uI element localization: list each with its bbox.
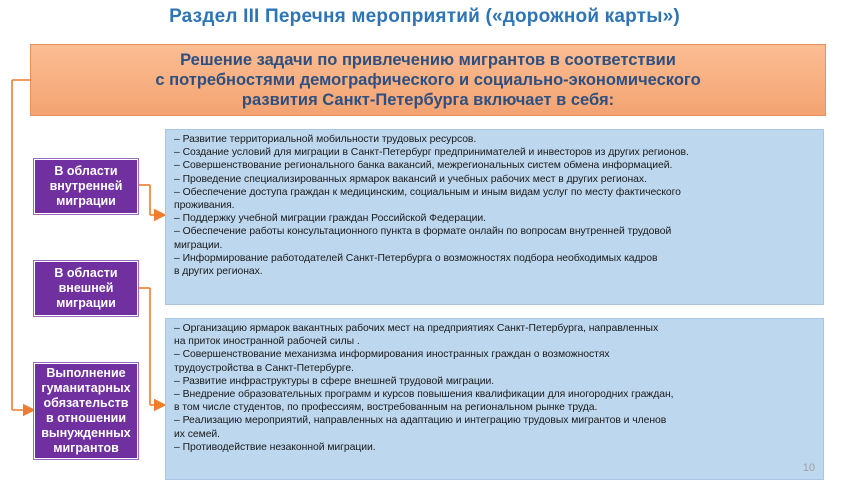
slide-title: Раздел III Перечня мероприятий («дорожной карты») <box>169 6 680 27</box>
external-item: – Реализацию мероприятий, направленных на адаптацию и интеграцию трудовых мигрантов и членов их семей. <box>174 415 667 440</box>
internal-item: – Обеспечение работы консультационного пункта в формате онлайн по вопросам внутренней трудовой миграции. <box>174 226 672 251</box>
category-humanitarian: Выполнение гуманитарных обязательств в отношении вынужденных мигрантов <box>34 363 138 459</box>
external-item: – Внедрение образовательных программ и курсов повышения квалификации для иногородних граждан, в том числе студентов, по профессиям, востребованным на региональном рынке труда. <box>174 389 674 414</box>
external-item: – Противодействие незаконной миграции. <box>174 441 376 453</box>
external-item: – Совершенствование механизма информирования иностранных граждан о возможностях трудоустройства в Санкт-Петербурге. <box>174 349 610 374</box>
internal-item: – Информирование работодателей Санкт-Петербурга о возможностях подбора необходимых кадров в других регионах. <box>174 252 658 278</box>
external-item: – Развитие инфраструктуры в сфере внешней трудовой миграции. <box>174 375 495 387</box>
category-internal-migration: В области внутренней миграции <box>34 159 138 214</box>
category-external-migration: В области внешней миграции <box>34 261 138 316</box>
internal-item: – Развитие территориальной мобильности трудовых ресурсов. <box>174 134 477 145</box>
internal-item: – Обеспечение доступа граждан к медицинским, социальным и иным видам услуг по месту фактического проживания. <box>174 186 681 212</box>
internal-item: – Проведение специализированных ярмарок вакансий и учебных рабочих мест в других регионах. <box>174 173 647 185</box>
external-migration-panel <box>165 318 824 480</box>
internal-item: – Создание условий для миграции в Санкт-Петербург предпринимателей и инвесторов из других регионов. <box>174 147 689 159</box>
external-item: – Организацию ярмарок вакантных рабочих мест на предприятиях Санкт-Петербурга, направленных на приток иностранной рабочей силы . <box>174 323 659 348</box>
task-banner-text: Решение задачи по привлечению мигрантов в соответствии с потребностями демографического и социально-экономического развития Санкт-Петербурга включает в себя: <box>155 51 701 109</box>
internal-migration-panel <box>165 129 824 305</box>
page-number: 10 <box>802 462 815 474</box>
internal-item: – Совершенствование регионального банка вакансий, межрегиональных систем обмена информацией. <box>174 160 673 172</box>
internal-item: – Поддержку учебной миграции граждан Российской Федерации. <box>174 213 486 225</box>
